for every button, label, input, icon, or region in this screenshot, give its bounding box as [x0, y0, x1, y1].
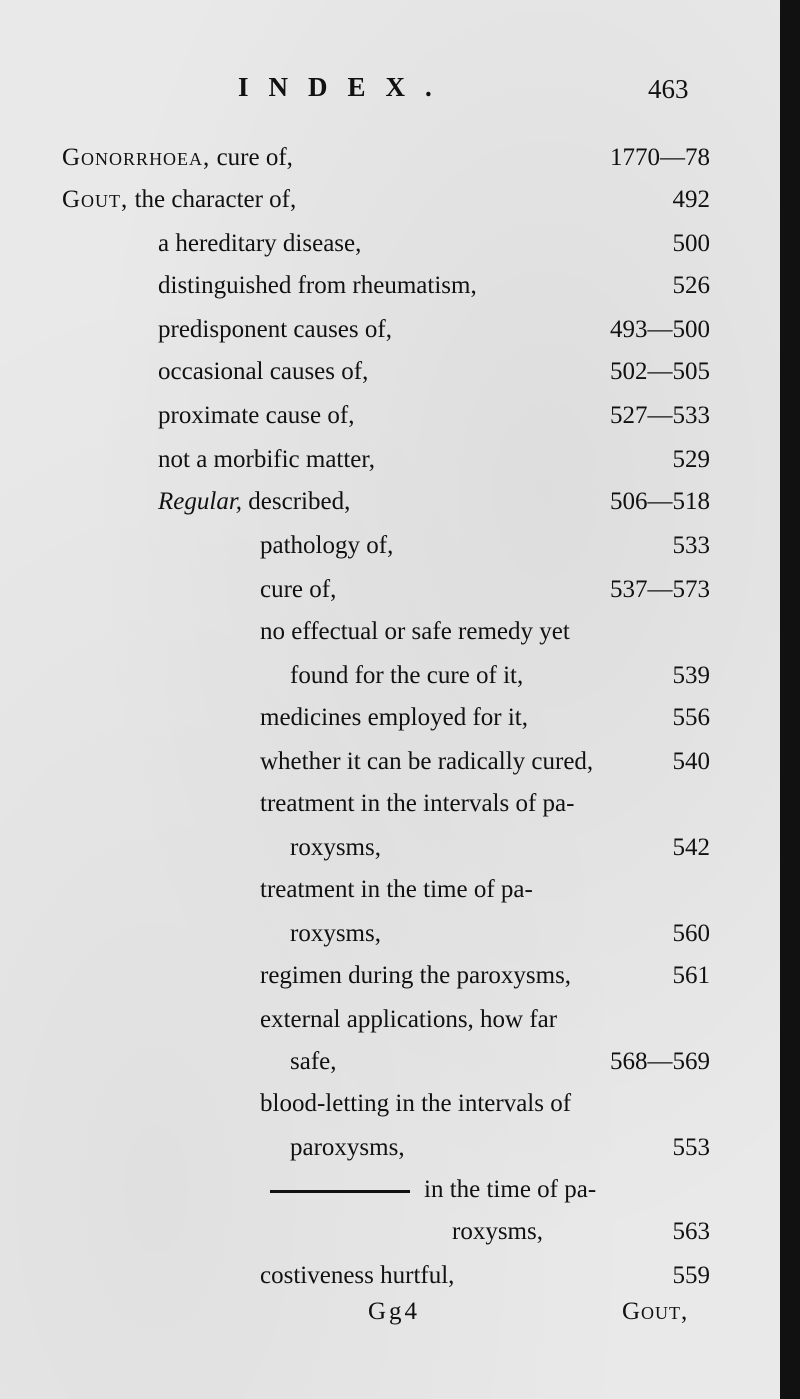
entry-text: blood-letting in the intervals of: [260, 1090, 572, 1117]
page-footer: [0, 1298, 780, 1338]
entry-text: treatment in the intervals of pa-: [260, 790, 575, 817]
index-entry: [260, 1000, 710, 1040]
entry-pages: 533: [672, 532, 710, 559]
entry-pages: 502—505: [610, 358, 710, 385]
index-entry: [158, 482, 710, 522]
entry-pages: 527—533: [610, 402, 710, 429]
entry-heading: Gout,: [62, 186, 129, 213]
entry-heading: Gonorrhoea,: [62, 144, 211, 171]
entry-text: found for the cure of it,: [290, 662, 524, 689]
index-entry: [158, 310, 710, 350]
entry-text: distinguished from rheumatism,: [158, 272, 477, 299]
entry-pages: 556: [672, 704, 710, 731]
entry-pages: 500: [672, 230, 710, 257]
entry-pages: 529: [672, 446, 710, 473]
entry-pages: 561: [672, 962, 710, 989]
catchword: Gout,: [622, 1298, 689, 1325]
index-entry: [260, 956, 710, 996]
entry-pages: 493—500: [610, 316, 710, 343]
index-title: INDEX.: [238, 72, 452, 102]
entry-text: costiveness hurtful,: [260, 1262, 455, 1289]
index-entry: [260, 784, 710, 824]
entry-pages: 492: [672, 186, 710, 213]
index-entry: [260, 526, 710, 566]
entry-text: regimen during the paroxysms,: [260, 962, 572, 989]
index-entry: [260, 612, 710, 652]
index-entry: [260, 570, 710, 610]
entry-text: whether it can be radically cured,: [260, 748, 594, 775]
entry-text: paroxysms,: [290, 1134, 405, 1161]
index-entry: [62, 180, 710, 220]
entry-text: the character of,: [128, 186, 297, 213]
page-number: 463: [648, 74, 689, 104]
index-entry: [452, 1212, 710, 1252]
index-entry: [158, 224, 710, 264]
entry-pages: 526: [672, 272, 710, 299]
entry-text: roxysms,: [452, 1218, 543, 1245]
entry-text: proximate cause of,: [158, 402, 355, 429]
entry-pages: 559: [672, 1262, 710, 1289]
entry-text: predisponent causes of,: [158, 316, 392, 343]
entry-pages: 1770—78: [610, 144, 710, 171]
entry-text: treatment in the time of pa-: [260, 876, 533, 903]
index-entry: [260, 698, 710, 738]
entry-pages: 553: [672, 1134, 710, 1161]
signature-mark: Gg4: [368, 1298, 421, 1325]
index-entry: [260, 1256, 710, 1296]
index-entry: [260, 870, 710, 910]
scan-edge: [780, 0, 800, 1399]
entry-text: pathology of,: [260, 532, 394, 559]
entry-pages: 506—518: [610, 488, 710, 515]
index-entry: [158, 440, 710, 480]
entry-pages: 542: [672, 834, 710, 861]
entry-text: cure of,: [210, 144, 293, 171]
index-entry: [158, 266, 710, 306]
index-entry: [290, 828, 710, 868]
entry-text: roxysms,: [290, 834, 381, 861]
index-entry: [424, 1170, 710, 1210]
index-entry: [290, 656, 710, 696]
entry-text: occasional causes of,: [158, 358, 369, 385]
entry-text: a hereditary disease,: [158, 230, 362, 257]
entry-text: not a morbific matter,: [158, 446, 375, 473]
index-entry: [158, 352, 710, 392]
index-entry: [290, 1128, 710, 1168]
entry-pages: 537—573: [610, 576, 710, 603]
entry-pages: 563: [672, 1218, 710, 1245]
entry-text: cure of,: [260, 576, 337, 603]
index-entry: [260, 1084, 710, 1124]
entry-text: described,: [242, 488, 351, 515]
index-entry: [158, 396, 710, 436]
entry-pages: 568—569: [610, 1048, 710, 1075]
index-entry: [260, 742, 710, 782]
entry-text: in the time of pa-: [424, 1176, 597, 1203]
entry-subheading: Regular,: [158, 488, 243, 515]
entry-pages: 539: [672, 662, 710, 689]
entry-text: safe,: [290, 1048, 337, 1075]
ditto-rule: [270, 1190, 410, 1193]
entry-text: external applications, how far: [260, 1006, 558, 1033]
entry-text: roxysms,: [290, 920, 381, 947]
entry-pages: 560: [672, 920, 710, 947]
entry-text: no effectual or safe remedy yet: [260, 618, 570, 645]
entry-text: medicines employed for it,: [260, 704, 528, 731]
entry-pages: 540: [672, 748, 710, 775]
index-entry: [290, 914, 710, 954]
index-entry: [62, 138, 710, 178]
index-entry: [290, 1042, 710, 1082]
